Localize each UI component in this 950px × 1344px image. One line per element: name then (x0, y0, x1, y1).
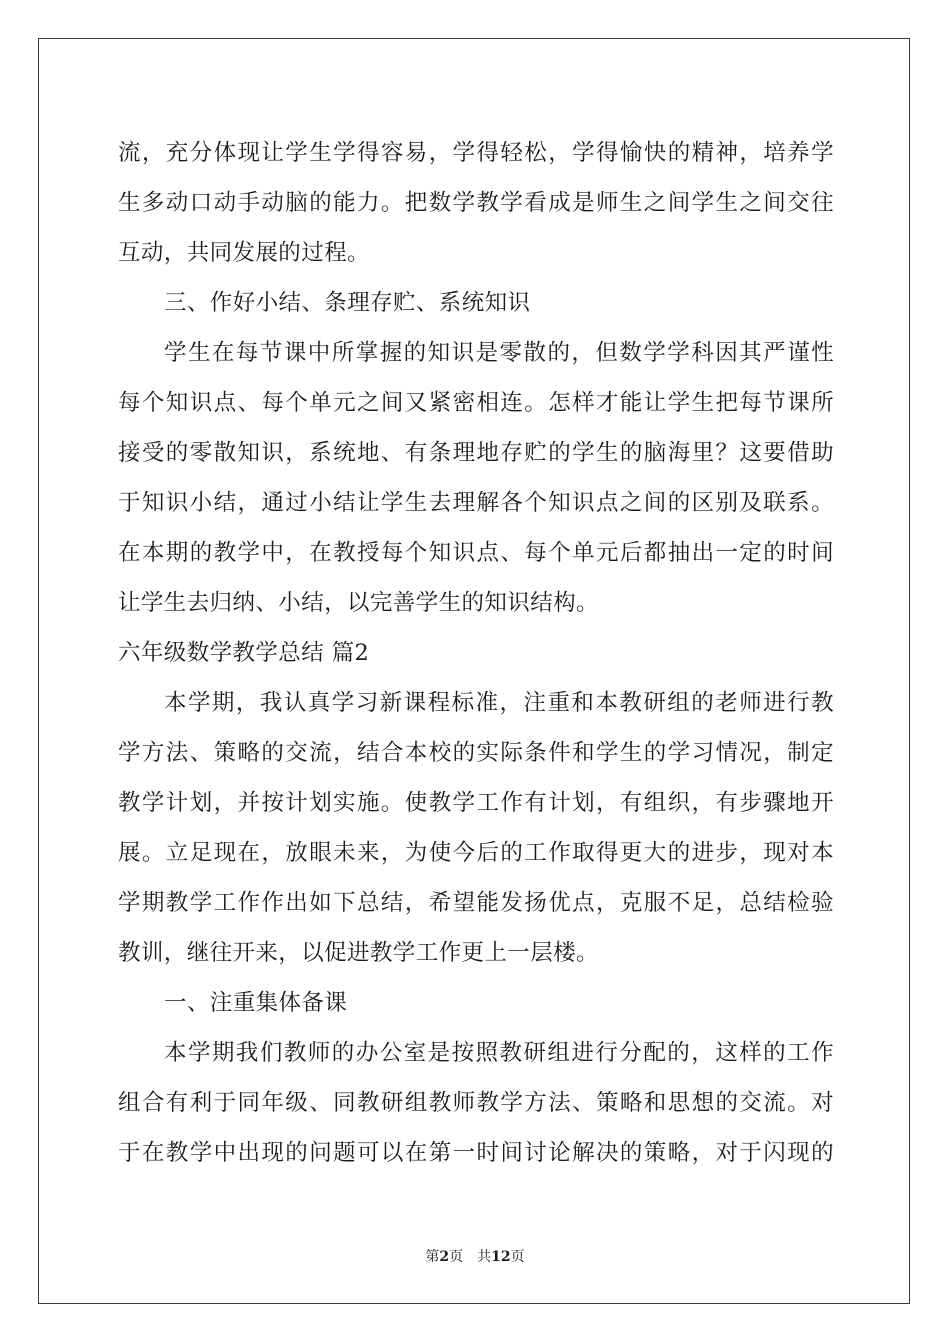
footer-prefix: 第 (425, 1249, 440, 1265)
text-line: 让学生去归纳、小结，以完善学生的知识结构。 (118, 590, 599, 616)
text-line: 于在教学中出现的问题可以在第一时间讨论解决的策略，对于闪现的 (118, 1140, 834, 1166)
total-pages-number: 12 (491, 1249, 511, 1265)
page-footer (0, 1246, 950, 1266)
text-line: 在本期的教学中，在教授每个知识点、每个单元后都抽出一定的时间 (118, 540, 834, 566)
text-line: 流，充分体现让学生学得容易，学得轻松，学得愉快的精神，培养学 (118, 140, 834, 166)
text-line: 每个知识点、每个单元之间又紧密相连。怎样才能让学生把每节课所 (118, 390, 834, 416)
text-line: 学方法、策略的交流，结合本校的实际条件和学生的学习情况，制定 (118, 740, 834, 766)
text-line: 本学期，我认真学习新课程标准，注重和本教研组的老师进行教 (164, 690, 834, 716)
text-line: 接受的零散知识，系统地、有条理地存贮的学生的脑海里？这要借助 (118, 440, 834, 466)
text-line: 生多动口动手动脑的能力。把数学教学看成是师生之间学生之间交往 (118, 190, 834, 216)
text-line: 教训，继往开来，以促进教学工作更上一层楼。 (118, 940, 599, 966)
footer-suffix: 页 (510, 1249, 525, 1265)
text-line: 组合有利于同年级、同教研组教师教学方法、策略和思想的交流。对 (118, 1090, 834, 1116)
section-heading: 三、作好小结、条理存贮、系统知识 (164, 290, 531, 316)
text-line: 教学计划，并按计划实施。使教学工作有计划，有组织，有步骤地开 (118, 790, 834, 816)
text-line: 学期教学工作作出如下总结，希望能发扬优点，克服不足，总结检验 (118, 890, 834, 916)
text-line: 展。立足现在，放眼未来，为使今后的工作取得更大的进步，现对本 (118, 840, 834, 866)
section-heading: 一、注重集体备课 (164, 990, 348, 1016)
footer-middle: 页 共 (449, 1249, 492, 1265)
text-line: 学生在每节课中所掌握的知识是零散的，但数学学科因其严谨性 (164, 340, 834, 366)
text-line: 互动，共同发展的过程。 (118, 240, 370, 266)
document-body (118, 128, 834, 1178)
article-title: 六年级数学教学总结 篇2 (118, 640, 370, 666)
current-page-number: 2 (439, 1249, 450, 1265)
text-line: 本学期我们教师的办公室是按照教研组进行分配的，这样的工作 (164, 1040, 834, 1066)
text-line: 于知识小结，通过小结让学生去理解各个知识点之间的区别及联系。 (118, 490, 834, 516)
